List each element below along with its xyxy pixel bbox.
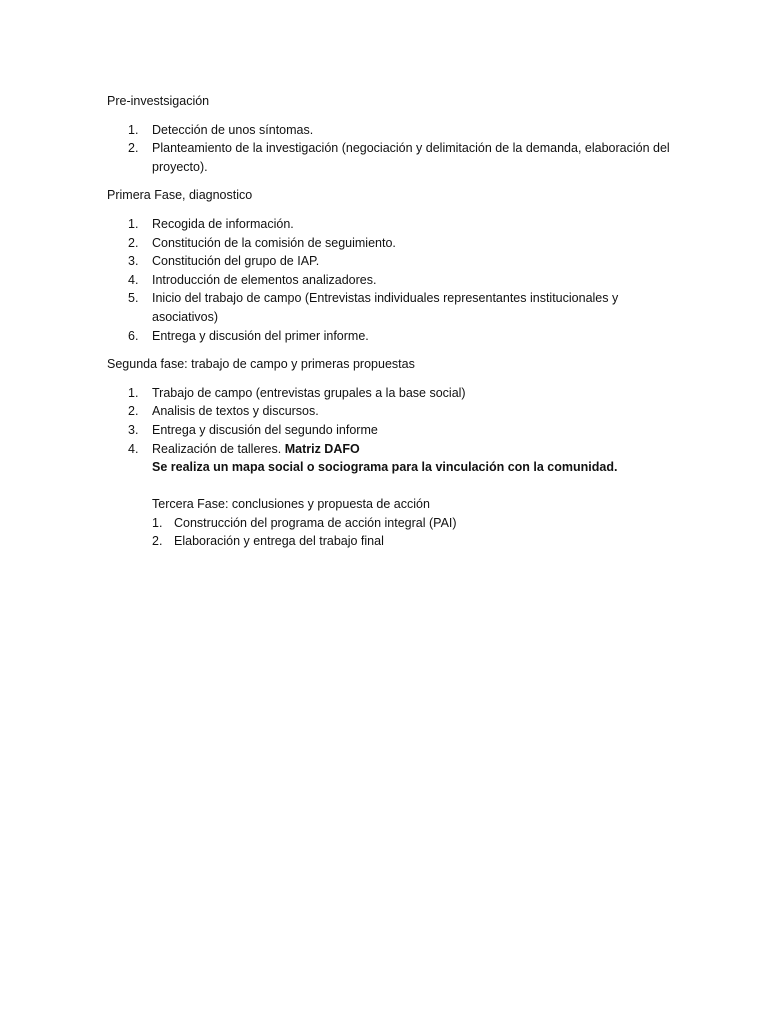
list-item-number: 2. bbox=[152, 534, 163, 549]
list-primera-fase bbox=[107, 215, 687, 345]
list-item bbox=[152, 532, 687, 551]
list-item bbox=[107, 271, 687, 290]
list-item-text: Trabajo de campo (entrevistas grupales a la base social) bbox=[152, 385, 466, 400]
tercera-fase-block bbox=[107, 495, 687, 551]
list-item bbox=[152, 514, 687, 533]
list-item bbox=[107, 384, 687, 403]
list-item-text: Introducción de elementos analizadores. bbox=[152, 272, 377, 287]
section-heading-segunda-fase: Segunda fase: trabajo de campo y primeras propuestas bbox=[107, 357, 415, 372]
list-item-number: 2. bbox=[128, 404, 139, 419]
list-item-number: 1. bbox=[128, 216, 139, 231]
list-item bbox=[107, 421, 687, 440]
list-item-number: 3. bbox=[128, 254, 139, 269]
list-item-text: Entrega y discusión del primer informe. bbox=[152, 328, 369, 343]
list-item-number: 4. bbox=[128, 441, 139, 456]
list-item-bold-text: Matriz DAFO bbox=[284, 441, 360, 456]
list-item bbox=[107, 289, 687, 326]
list-item-text: Entrega y discusión del segundo informe bbox=[152, 422, 378, 437]
list-item-text: Analisis de textos y discursos. bbox=[152, 404, 319, 419]
list-item-number: 6. bbox=[128, 328, 139, 343]
list-item-number: 1. bbox=[152, 515, 163, 530]
list-item-number: 2. bbox=[128, 235, 139, 250]
list-item-text: Recogida de información. bbox=[152, 216, 294, 231]
list-item bbox=[107, 440, 687, 459]
list-item bbox=[107, 327, 687, 346]
sociograma-note: Se realiza un mapa social o sociograma para la vinculación con la comunidad. bbox=[152, 460, 618, 475]
list-item-text: Constitución del grupo de IAP. bbox=[152, 254, 320, 269]
list-pre-investigacion bbox=[107, 121, 687, 177]
list-item bbox=[107, 252, 687, 271]
list-item bbox=[107, 215, 687, 234]
list-item-number: 5. bbox=[128, 291, 139, 306]
section-heading-tercera-fase: Tercera Fase: conclusiones y propuesta de acción bbox=[152, 497, 430, 512]
list-item-number: 2. bbox=[128, 141, 139, 156]
list-item bbox=[107, 139, 687, 176]
document-body bbox=[107, 92, 687, 561]
section-heading-primera-fase: Primera Fase, diagnostico bbox=[107, 188, 253, 203]
list-item-text: Constitución de la comisión de seguimiento. bbox=[152, 235, 396, 250]
list-segunda-fase bbox=[107, 384, 687, 458]
list-tercera-fase bbox=[152, 514, 687, 551]
list-item-text: Inicio del trabajo de campo (Entrevistas individuales representantes institucionales y asociativos) bbox=[152, 291, 619, 324]
list-item bbox=[107, 234, 687, 253]
list-item-text: Detección de unos síntomas. bbox=[152, 122, 314, 137]
list-item-number: 3. bbox=[128, 422, 139, 437]
list-item-text: Elaboración y entrega del trabajo final bbox=[174, 534, 384, 549]
section-heading-pre-investigacion: Pre-investsigación bbox=[107, 94, 210, 108]
list-item-number: 4. bbox=[128, 272, 139, 287]
list-item-text: Construcción del programa de acción integral (PAI) bbox=[174, 515, 457, 530]
list-item-number: 1. bbox=[128, 122, 139, 137]
list-item-text: Realización de talleres. bbox=[152, 441, 285, 456]
list-item bbox=[107, 121, 687, 140]
list-item bbox=[107, 402, 687, 421]
list-item-text: Planteamiento de la investigación (negociación y delimitación de la demanda, elaboración del proyecto). bbox=[152, 141, 670, 174]
list-item-number: 1. bbox=[128, 385, 139, 400]
